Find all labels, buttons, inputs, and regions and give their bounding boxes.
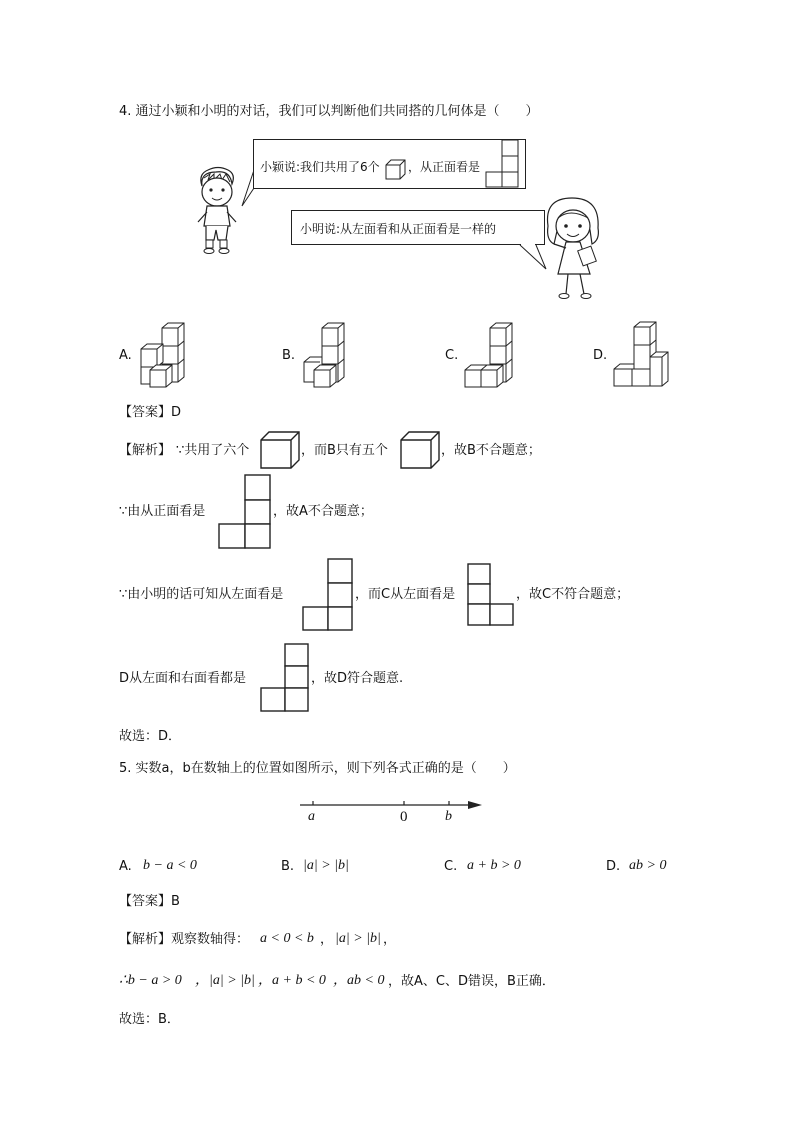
- boy-illustration: [192, 168, 242, 256]
- q4-line3-b: ，而C从左面看是: [355, 587, 456, 602]
- q4-stem: 4. 通过小颖和小明的对话，我们可以判断他们共同搭的几何体是（ ）: [119, 104, 539, 119]
- d-side-view-diagram: [260, 643, 310, 713]
- q5-option-b-label: B.: [281, 859, 295, 874]
- q5-option-d-label: D.: [606, 859, 621, 874]
- q5-option-a-label: A.: [119, 859, 132, 874]
- bubble-1-text-b: ，从正面看是: [408, 160, 481, 174]
- cube-icon-six: [260, 431, 300, 469]
- q4-line2-b: ，故A不合题意；: [273, 504, 373, 519]
- q5-option-b-expr: |a| > |b|: [303, 858, 349, 873]
- q4-option-c-figure: [462, 322, 516, 388]
- axis-label-b: b: [445, 809, 452, 824]
- q5-analysis-a: 【解析】观察数轴得：: [119, 932, 250, 947]
- front-view-diagram: [218, 474, 272, 550]
- q5-choose: 故选：B．: [119, 1012, 180, 1027]
- q5-option-d-expr: ab > 0: [629, 858, 667, 873]
- q5-conclusion-5: ，故A、C、D错误，B正确．: [388, 974, 555, 989]
- q4-analysis-label: 【解析】: [119, 443, 172, 458]
- q5-option-a-expr: b − a < 0: [143, 858, 197, 873]
- axis-label-zero: 0: [400, 809, 408, 825]
- q4-option-b-figure: [296, 322, 346, 388]
- q5-conclusion-4: ，ab < 0: [333, 973, 385, 988]
- q4-line4-b: ，故D符合题意.: [311, 671, 404, 686]
- q5-analysis-b: a < 0 < b: [260, 931, 314, 946]
- q5-conclusion-2: ，|a| > |b|: [195, 973, 255, 988]
- q5-option-c-label: C.: [444, 859, 458, 874]
- q4-option-c-label: C.: [445, 348, 459, 363]
- q4-option-d-figure: [612, 321, 670, 389]
- axis-label-a: a: [308, 809, 315, 824]
- number-line: [296, 795, 486, 829]
- q5-stem: 5. 实数a，b在数轴上的位置如图所示，则下列各式正确的是（ ）: [119, 761, 516, 776]
- q4-line2-a: ∵由从正面看是: [119, 504, 206, 519]
- q5-conclusion-1: ∴b − a > 0: [119, 973, 182, 988]
- q4-line1-b: ，而B只有五个: [301, 443, 388, 458]
- cube-icon-five: [400, 431, 440, 469]
- q4-line1-a: ∵共用了六个: [176, 443, 250, 458]
- q4-option-a-label: A.: [119, 348, 132, 363]
- q4-line3-a: ∵由小明的话可知从左面看是: [119, 587, 284, 602]
- q4-option-d-label: D.: [593, 348, 608, 363]
- q4-option-b-label: B.: [282, 348, 296, 363]
- left-view-diagram: [302, 558, 354, 632]
- bubble-1-text-a: 小颖说:我们共用了6个: [260, 160, 380, 174]
- q4-line3-c: ，故C不符合题意；: [516, 587, 630, 602]
- bubble-front-view-icon: [485, 140, 519, 188]
- girl-illustration: [540, 196, 604, 302]
- q5-option-c-expr: a + b > 0: [467, 858, 521, 873]
- c-left-view-diagram: [467, 563, 515, 627]
- q4-line1-c: ，故B不合题意；: [441, 443, 541, 458]
- q5-analysis-d: |a| > |b|: [335, 931, 381, 946]
- q4-answer: 【答案】D: [119, 405, 182, 420]
- small-cube-icon: [385, 159, 407, 181]
- bubble-2-text: 小明说:从左面看和从正面看是一样的: [300, 222, 497, 236]
- q5-analysis-e: ，: [383, 932, 397, 947]
- q4-choose: 故选：D．: [119, 729, 182, 744]
- q4-line4-a: D从左面和右面看都是: [119, 671, 247, 686]
- q4-option-a-figure: [136, 322, 188, 388]
- q5-answer: 【答案】B: [119, 894, 180, 909]
- q5-analysis-c: ，: [320, 932, 334, 947]
- q5-conclusion-3: ，a + b < 0: [258, 973, 326, 988]
